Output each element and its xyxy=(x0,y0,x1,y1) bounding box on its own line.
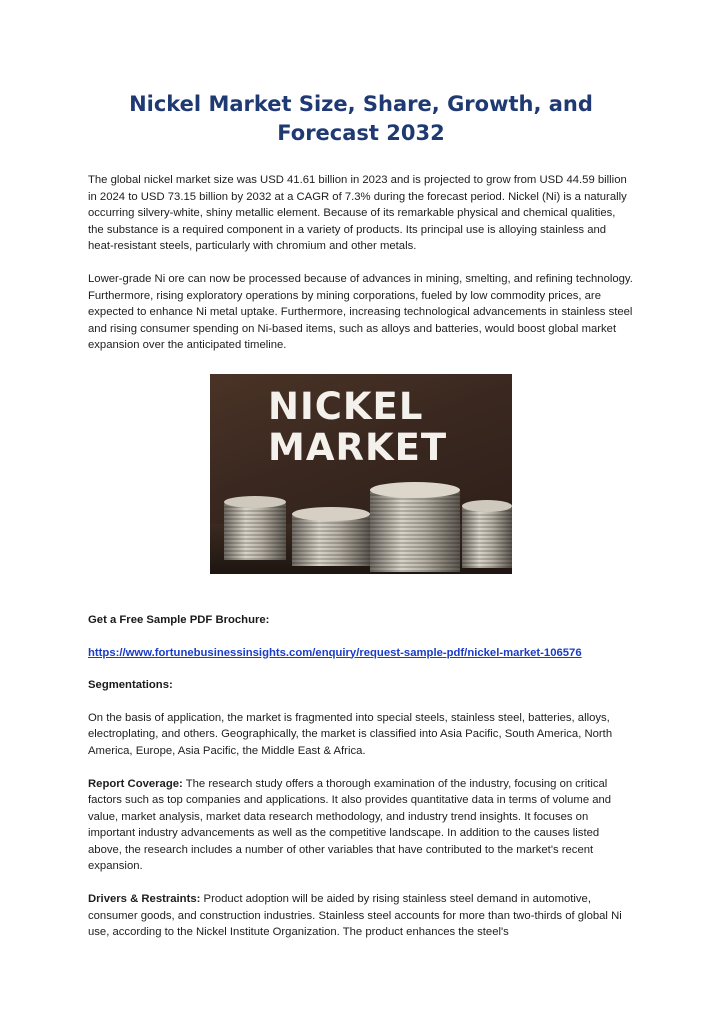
title-line-2: Forecast 2032 xyxy=(277,121,445,145)
sample-brochure-label: Get a Free Sample PDF Brochure: xyxy=(88,613,270,626)
technology-paragraph: Lower-grade Ni ore can now be processed because of advances in mining, smelting, and refining technology. Furthermore, rising exploratory operations by mining corporations, fueled by low commodity prices, are expected to enhance Ni metal uptake. Furthermore, increasing technological advancements in stainless steel and rising consumer spending on Ni-based items, such as alloys and batteries, would boost global market expansion over the anticipated timeline. xyxy=(88,272,633,352)
report-coverage-text: The research study offers a thorough examination of the industry, focusing on critical factors such as top companies and applications. It also provides quantitative data in terms of volume and value, market analysis, market data research methodology, and industry trend insights. It focuses on important industry advancements as well as the competitive landscape. In addition to the causes listed above, the research includes a number of other variables that have contributed to the market's recent expansion. xyxy=(88,777,612,873)
hero-line-1: NICKEL xyxy=(268,384,424,428)
drivers-restraints-lead: Drivers & Restraints: xyxy=(88,893,201,906)
intro-paragraph: The global nickel market size was USD 41.61 billion in 2023 and is projected to grow from USD 44.59 billion in 2024 to USD 73.15 billion by 2032 at a CAGR of 7.3% during the forecast period. Nickel (Ni) is a naturally occurring silvery-white, shiny metallic element. Because of its remarkable physical and chemical qualities, the substance is a required component in a variety of products. Its principal use is alloying stainless and heat-resistant steels, particularly with chromium and other metals. xyxy=(88,174,627,253)
page-title xyxy=(88,90,634,148)
hero-line-2: MARKET xyxy=(268,425,448,469)
segmentations-paragraph: On the basis of application, the market is fragmented into special steels, stainless steel, batteries, alloys, electroplating, and others. Geographically, the market is classified into Asia Pacific, South America, North America, Europe, Asia Pacific, the Middle East & Africa. xyxy=(88,711,613,757)
report-coverage-lead: Report Coverage: xyxy=(88,777,183,790)
report-coverage-paragraph xyxy=(88,776,634,876)
drivers-restraints-paragraph xyxy=(88,891,634,941)
hero-caption xyxy=(268,386,447,468)
document-page xyxy=(88,0,634,941)
drivers-restraints-text: Product adoption will be aided by rising stainless steel demand in automotive, consumer goods, and construction industries. Stainless steel accounts for more than two-thirds of global Ni use, according to the Nickel Institute Organization. The product enhances the steel's xyxy=(88,893,622,939)
nickel-market-image xyxy=(210,374,512,574)
sample-brochure-link[interactable]: https://www.fortunebusinessinsights.com/enquiry/request-sample-pdf/nickel-market-106576 xyxy=(88,646,582,659)
segmentations-label: Segmentations: xyxy=(88,679,173,692)
title-line-1: Nickel Market Size, Share, Growth, and xyxy=(129,92,593,116)
